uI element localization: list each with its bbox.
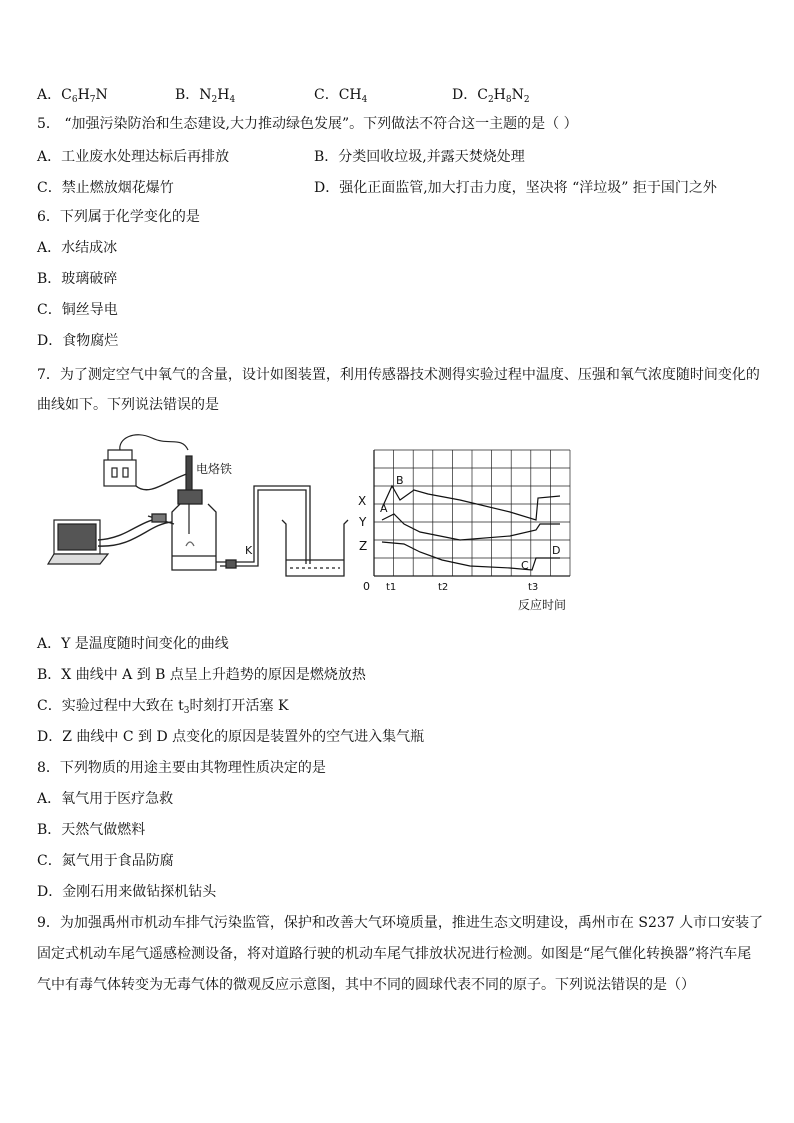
outlet-tube bbox=[216, 486, 310, 568]
q4-option-d[interactable]: D．$C_2H_8N_2$ bbox=[452, 87, 530, 105]
q7-option-a[interactable]: A．Y 是温度随时间变化的曲线 bbox=[37, 636, 229, 652]
q8-option-d[interactable]: D．金刚石用来做钻探机钻头 bbox=[37, 884, 217, 900]
q6-option-b[interactable]: B．玻璃破碎 bbox=[37, 271, 118, 287]
q7-option-d[interactable]: D．Z 曲线中 C 到 D 点变化的原因是装置外的空气进入集气瓶 bbox=[37, 729, 425, 745]
point-c-label: C bbox=[521, 559, 529, 572]
q8-stem: 8．下列物质的用途主要由其物理性质决定的是 bbox=[37, 760, 326, 776]
tick-t3: t3 bbox=[528, 582, 539, 593]
q8-option-b[interactable]: B．天然气做燃料 bbox=[37, 822, 146, 838]
q5-option-d[interactable]: D．强化正面监管,加大打击力度，坚决将 “洋垃圾” 拒于国门之外 bbox=[314, 180, 717, 196]
graph-label-z: Z bbox=[359, 539, 368, 553]
q5-stem: 5． “加强污染防治和生态建设,大力推动绿色发展”。下列做法不符合这一主题的是（ ） bbox=[37, 116, 578, 132]
point-b-label: B bbox=[396, 474, 404, 487]
q5-option-c[interactable]: C．禁止燃放烟花爆竹 bbox=[37, 180, 174, 196]
sensor-graph bbox=[358, 450, 570, 612]
q7-option-c[interactable]: C．实验过程中大致在 $t_3$时刻打开活塞 K bbox=[37, 698, 289, 716]
point-a-label: A bbox=[380, 502, 388, 515]
curve-x bbox=[382, 486, 560, 520]
q8-option-c[interactable]: C．氮气用于食品防腐 bbox=[37, 853, 174, 869]
q8-option-a[interactable]: A．氧气用于医疗急救 bbox=[37, 791, 174, 807]
x-axis-label: 反应时间 bbox=[518, 598, 567, 612]
q9-stem-line3: 气中有毒气体转变为无毒气体的微观反应示意图，其中不同的圆球代表不同的原子。下列说法错误的是（） bbox=[37, 977, 695, 993]
experiment-figure bbox=[40, 428, 600, 618]
q6-option-a[interactable]: A．水结成冰 bbox=[37, 240, 118, 256]
valve-k-label: K bbox=[245, 544, 253, 557]
graph-label-x: X bbox=[358, 494, 367, 508]
q9-stem-line1: 9．为加强禹州市机动车排气污染监管，保护和改善大气环境质量，推进生态文明建设，禹州市在 S237 人市口安装了 bbox=[37, 915, 764, 931]
point-d-label: D bbox=[552, 544, 561, 557]
q7-stem-line1: 7．为了测定空气中氧气的含量，设计如图装置，利用传感器技术测得实验过程中温度、压强和氧气浓度随时间变化的 bbox=[37, 367, 760, 383]
laptop-icon bbox=[48, 520, 108, 564]
q4-option-a[interactable]: A．$C_6H_7N$ bbox=[37, 87, 108, 105]
soldering-iron-label: 电烙铁 bbox=[196, 462, 233, 476]
sensor-cables bbox=[98, 473, 190, 546]
q6-option-d[interactable]: D．食物腐烂 bbox=[37, 333, 119, 349]
origin-label: 0 bbox=[363, 580, 370, 593]
q7-option-b[interactable]: B．X 曲线中 A 到 B 点呈上升趋势的原因是燃烧放热 bbox=[37, 667, 366, 683]
graph-grid bbox=[374, 450, 570, 576]
curve-y bbox=[382, 514, 560, 540]
q6-stem: 6．下列属于化学变化的是 bbox=[37, 209, 200, 225]
water-beaker bbox=[282, 520, 348, 576]
q6-option-c[interactable]: C．铜丝导电 bbox=[37, 302, 118, 318]
gas-bottle bbox=[148, 490, 216, 570]
q7-stem-line2: 曲线如下。下列说法错误的是 bbox=[37, 397, 219, 413]
tick-t2: t2 bbox=[438, 582, 449, 593]
q5-option-a[interactable]: A．工业废水处理达标后再排放 bbox=[37, 149, 230, 165]
q4-option-c[interactable]: C．$CH_4$ bbox=[314, 87, 368, 105]
q4-option-b[interactable]: B．$N_2H_4$ bbox=[175, 87, 236, 105]
tick-t1: t1 bbox=[386, 582, 397, 593]
q5-option-b[interactable]: B．分类回收垃圾,并露天焚烧处理 bbox=[314, 149, 525, 165]
graph-label-y: Y bbox=[359, 515, 367, 529]
apparatus-and-graph bbox=[40, 428, 600, 618]
q9-stem-line2: 固定式机动车尾气遥感检测设备，将对道路行驶的机动车尾气排放状况进行检测。如图是“尾气催化转换器”将汽车尾 bbox=[37, 946, 752, 962]
curve-z bbox=[382, 542, 560, 570]
